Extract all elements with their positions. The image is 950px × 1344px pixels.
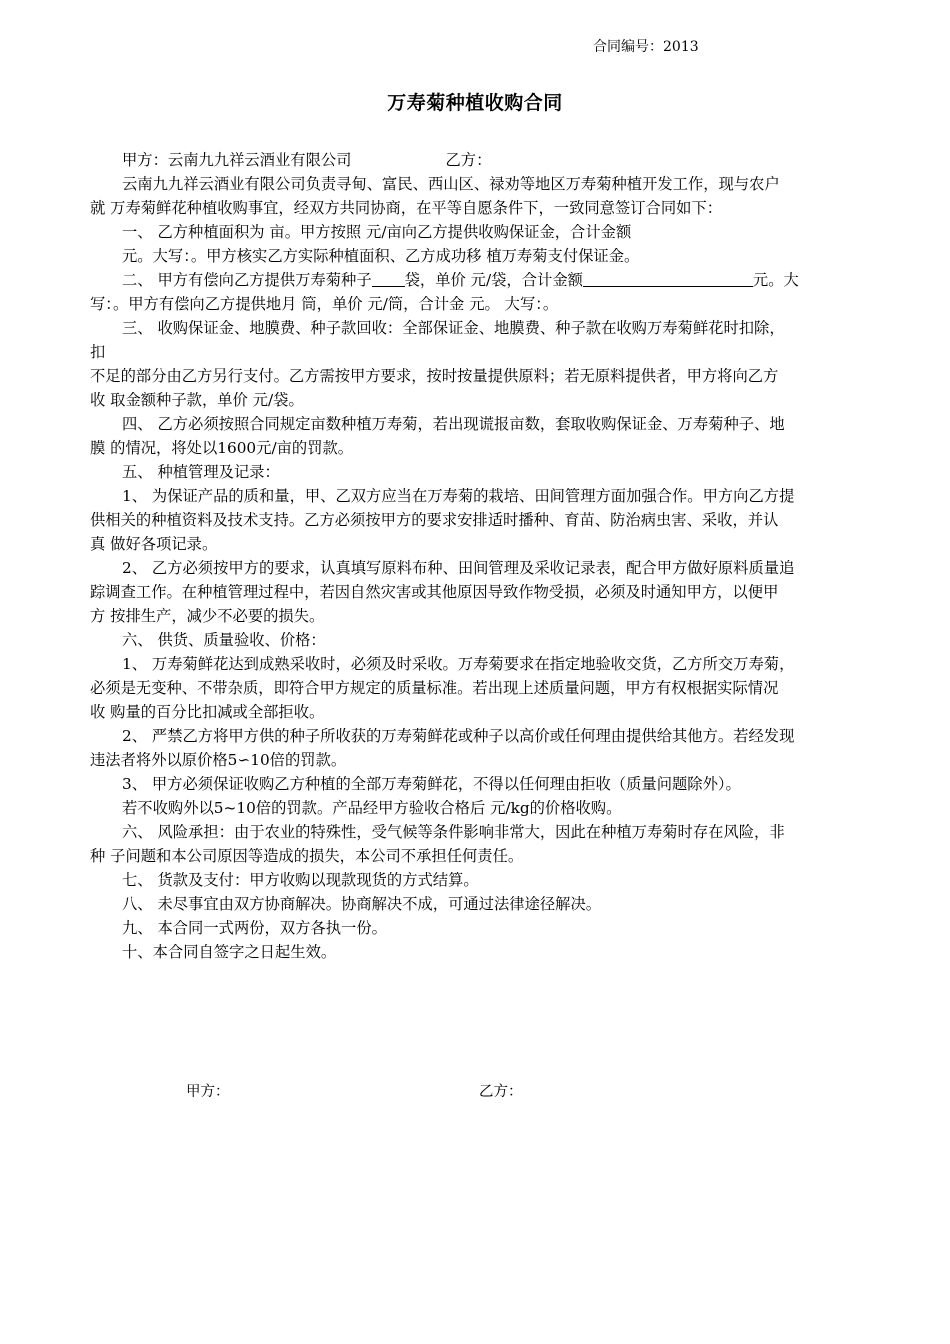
clause-2-text-c: 元。大	[752, 271, 799, 289]
clause-2-line-1	[90, 268, 870, 292]
clause-3-line-4: 收 取金额种子款，单价 元/袋。	[90, 391, 304, 409]
clause-3-line-3: 不足的部分由乙方另行支付。乙方需按甲方要求，按时按量提供原料；若无原料提供者，甲方将向乙方	[90, 367, 779, 385]
clause-5-2-line-2: 踪调查工作。在种植管理过程中，若因自然灾害或其他原因导致作物受损，必须及时通知甲方，以便甲	[90, 583, 779, 601]
clause-5-1-line-3: 真 做好各项记录。	[90, 535, 218, 553]
clause-9: 九、 本合同一式两份，双方各执一份。	[122, 919, 387, 937]
clause-3-line-2: 扣	[90, 343, 106, 361]
clause-6-3-line-2: 若不收购外以5~10倍的罚款。产品经甲方验收合格后 元/kg的价格收购。	[122, 799, 622, 817]
clause-6-1-line-3: 收 购量的百分比扣减或全部拒收。	[90, 703, 325, 721]
clause-6-2-line-2: 违法者将外以原价格5∽10倍的罚款。	[90, 751, 347, 769]
parties-line	[90, 148, 870, 172]
intro-line-1: 云南九九祥云酒业有限公司负责寻甸、富民、西山区、禄劝等地区万寿菊种植开发工作，现与农户	[122, 175, 780, 193]
clause-7: 七、 货款及支付：甲方收购以现款现货的方式结算。	[122, 871, 479, 889]
clause-6-2-line-1: 2、 严禁乙方将甲方供的种子所收获的万寿菊鲜花或种子以高价或任何理由提供给其他方。若经发现	[122, 727, 795, 745]
clause-10: 十、本合同自签字之日起生效。	[122, 943, 337, 961]
clause-5-1-line-1: 1、 为保证产品的质和量，甲、乙双方应当在万寿菊的栽培、田间管理方面加强合作。甲方向乙方提	[122, 487, 795, 505]
contract-body	[90, 148, 870, 964]
party-b-name: 乙方：	[445, 151, 492, 169]
signature-party-a: 甲方：	[186, 1084, 230, 1100]
intro-line-2: 就 万寿菊鲜花种植收购事宜，经双方共同协商，在平等自愿条件下，一致同意签订合同如下：	[90, 199, 723, 217]
clause-risk-line-1: 六、 风险承担：由于农业的特殊性，受气候等条件影响非常大，因此在种植万寿菊时存在风险，非	[122, 823, 785, 841]
clause-5-heading: 五、 种植管理及记录：	[122, 463, 280, 481]
clause-6-3-line-1: 3、 甲方必须保证收购乙方种植的全部万寿菊鲜花，不得以任何理由拒收（质量问题除外）。	[122, 775, 741, 793]
clause-2-line-2: 写：。甲方有偿向乙方提供地月 筒，单价 元/筒，合计金 元。 大写：。	[90, 295, 559, 313]
clause-5-2-line-1: 2、 乙方必须按甲方的要求，认真填写原料布种、田间管理及采收记录表，配合甲方做好原料质量追	[122, 559, 795, 577]
clause-6-1-line-2: 必须是无变种、不带杂质，即符合甲方规定的质量标准。若出现上述质量问题，甲方有权根据实际情况	[90, 679, 779, 697]
clause-1-line-2: 元。大写：。甲方核实乙方实际种植面积、乙方成功移 植万寿菊支付保证金。	[122, 247, 640, 265]
signature-party-b: 乙方：	[479, 1084, 523, 1100]
clause-2-text-a: 二、 甲方有偿向乙方提供万寿菊种子	[122, 271, 372, 289]
clause-3-line-1: 三、 收购保证金、地膜费、种子款回收：全部保证金、地膜费、种子款在收购万寿菊鲜花时扣除，	[122, 319, 785, 337]
clause-8: 八、 未尽事宜由双方协商解决。协商解决不成，可通过法律途径解决。	[122, 895, 602, 913]
blank-seed-bags	[372, 270, 405, 287]
contract-number: 合同编号：2013	[593, 39, 699, 55]
clause-4-line-1: 四、 乙方必须按照合同规定亩数种植万寿菊，若出现谎报亩数，套取收购保证金、万寿菊种子、地	[122, 415, 785, 433]
clause-5-2-line-3: 方 按排生产，减少不必要的损失。	[90, 607, 325, 625]
clause-6-heading: 六、 供货、质量验收、价格：	[122, 631, 326, 649]
page-title: 万寿菊种植收购合同	[387, 92, 563, 114]
clause-6-1-line-1: 1、 万寿菊鲜花达到成熟采收时，必须及时采收。万寿菊要求在指定地验收交货，乙方所交万寿菊，	[122, 655, 795, 673]
clause-risk-line-2: 种 子问题和本公司原因等造成的损失，本公司不承担任何责任。	[90, 847, 524, 865]
blank-total-amount	[583, 270, 753, 287]
clause-5-1-line-2: 供相关的种植资料及技术支持。乙方必须按甲方的要求安排适时播种、育苗、防治病虫害、采收，并认	[90, 511, 779, 529]
clause-4-line-2: 膜 的情况，将处以1600元/亩的罚款。	[90, 439, 354, 457]
clause-2-text-b: 袋，单价 元/袋，合计金额	[404, 271, 583, 289]
party-a-name: 甲方：云南九九祥云酒业有限公司	[122, 151, 352, 169]
clause-1-line-1: 一、 乙方种植面积为 亩。甲方按照 元/亩向乙方提供收购保证金，合计金额	[122, 223, 632, 241]
